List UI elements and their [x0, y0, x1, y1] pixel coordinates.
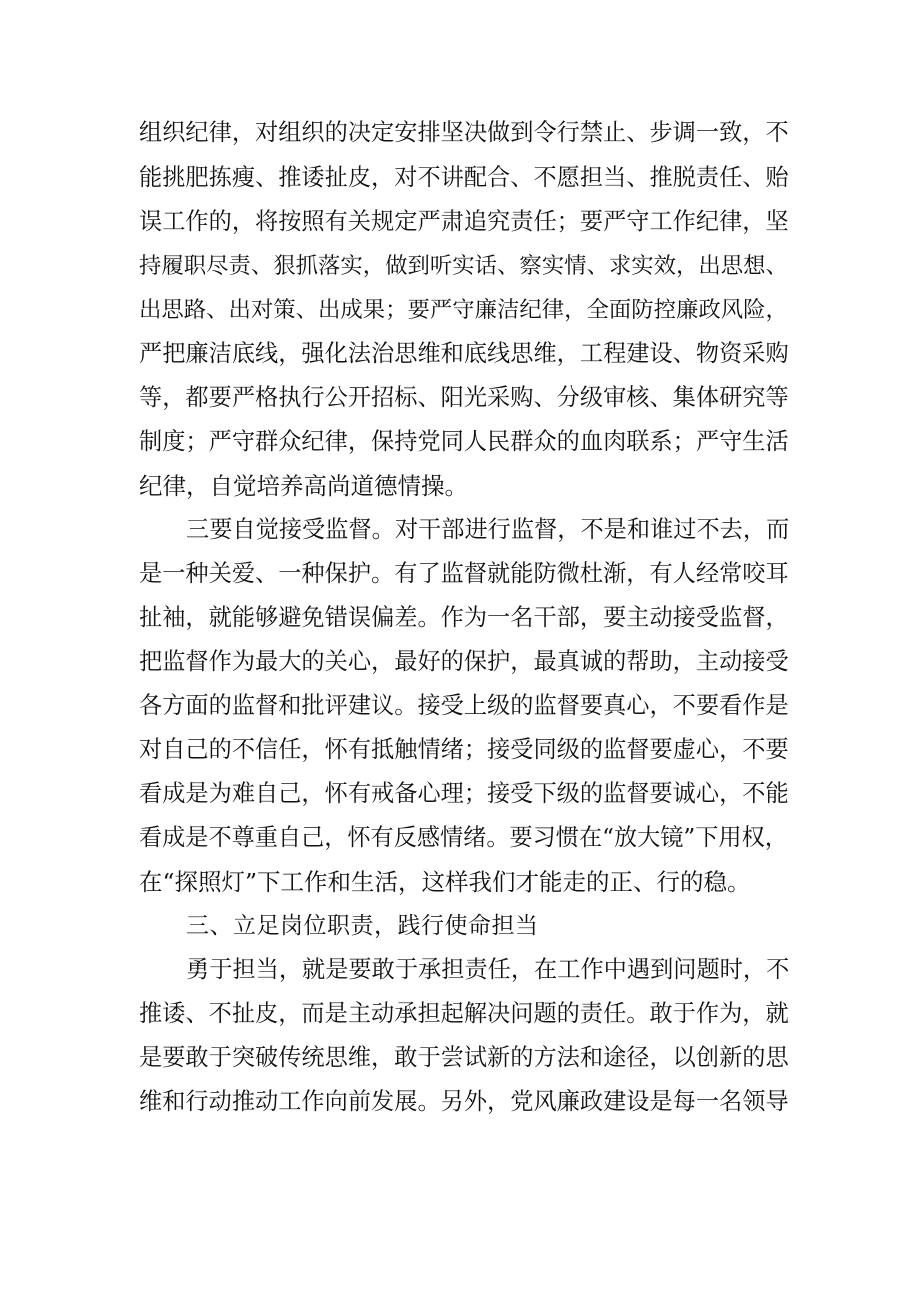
para1-line-1: 组织纪律，对组织的决定安排坚决做到令行禁止、步调一致，不: [139, 119, 789, 146]
para2-line-8: 看成是不尊重自己，怀有反感情绪。要习惯在“放大镜”下用权，: [139, 824, 788, 851]
section-heading: 三、立足岗位职责，践行使命担当: [186, 913, 539, 939]
para3-line-2: 推诿、不扯皮，而是主动承担起解决问题的责任。敢于作为，就: [139, 1000, 789, 1027]
para1-line-4: 持履职尽责、狠抓落实，做到听实话、察实情、求实效，出思想、: [139, 253, 788, 279]
para1-line-9: 纪律，自觉培养高尚道德情操。: [139, 472, 468, 500]
para3-line-1: 勇于担当，就是要敢于承担责任，在工作中遇到问题时，不: [186, 956, 790, 983]
para2-line-6: 对自己的不信任，怀有抵触情绪；接受同级的监督要虚心，不要: [139, 736, 789, 763]
para3-line-3: 是要敢于突破传统思维，敢于尝试新的方法和途径，以创新的思: [139, 1044, 789, 1071]
para1-line-8: 制度；严守群众纪律，保持党同人民群众的血肉联系；严守生活: [139, 428, 789, 455]
para2-line-1: 三要自觉接受监督。对干部进行监督，不是和谁过不去，而: [186, 516, 790, 543]
para2-line-2: 是一种关爱、一种保护。有了监督就能防微杜渐，有人经常咬耳: [139, 560, 789, 587]
para1-line-7: 等，都要严格执行公开招标、阳光采购、分级审核、集体研究等: [139, 384, 789, 411]
para2-line-4: 把监督作为最大的关心，最好的保护，最真诚的帮助，主动接受: [139, 648, 789, 675]
para2-line-7: 看成是为难自己，怀有戒备心理；接受下级的监督要诚心，不能: [139, 780, 789, 807]
para2-line-5: 各方面的监督和批评建议。接受上级的监督要真心，不要看作是: [139, 692, 789, 719]
para2-line-3: 扯袖，就能够避免错误偏差。作为一名干部，要主动接受监督，: [139, 604, 789, 631]
para1-line-5: 出思路、出对策、出成果；要严守廉洁纪律，全面防控廉政风险，: [139, 297, 788, 323]
para2-line-9: 在“探照灯”下工作和生活，这样我们才能走的正、行的稳。: [139, 868, 751, 896]
para1-line-6: 严把廉洁底线，强化法治思维和底线思维，工程建设、物资采购: [139, 340, 789, 367]
para1-line-2: 能挑肥拣瘦、推诿扯皮，对不讲配合、不愿担当、推脱责任、贻: [139, 164, 789, 191]
para3-line-4: 维和行动推动工作向前发展。另外，党风廉政建设是每一名领导: [139, 1088, 789, 1115]
para1-line-3: 误工作的，将按照有关规定严肃追究责任；要严守工作纪律，坚: [139, 208, 789, 235]
